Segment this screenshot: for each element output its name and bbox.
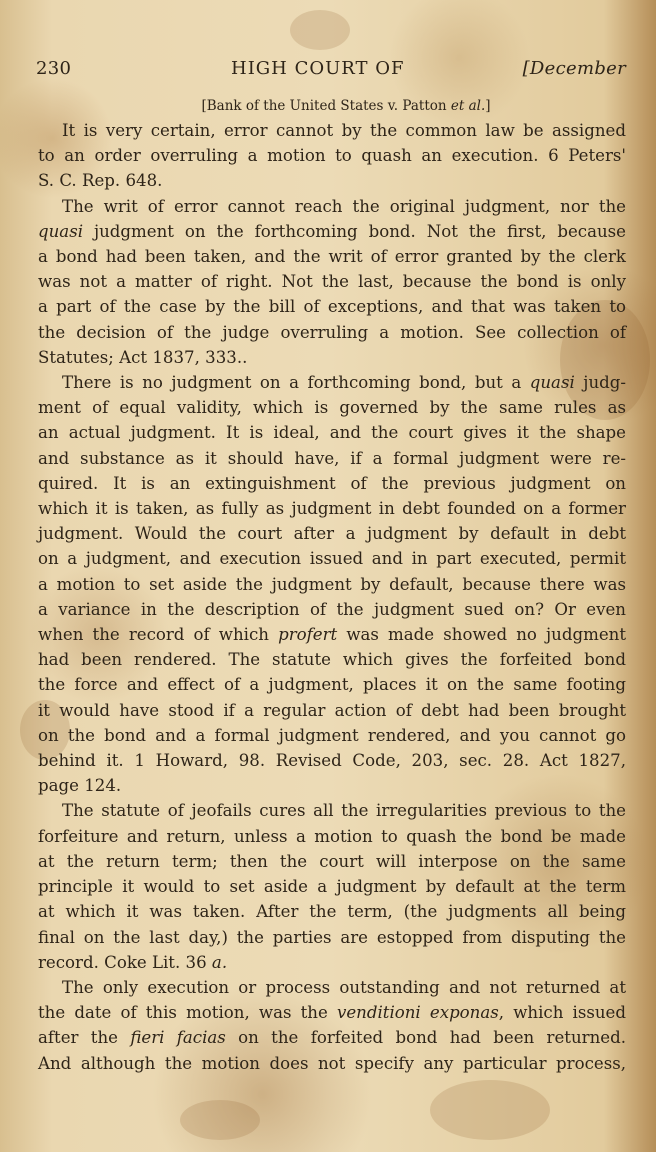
text-line: at the return term; then the court will interpose on the same <box>38 851 626 871</box>
text-line: a part of the case by the bill of exceptions, and that was taken to <box>38 297 626 317</box>
paragraph <box>38 975 626 1076</box>
text-line: the date of this motion, was the venditioni exponas, which issued <box>38 1003 626 1023</box>
text-line: after the fieri facias on the forfeited bond had been returned. <box>38 1028 626 1048</box>
text-line: principle it would to set aside a judgment by default at the term <box>38 877 626 897</box>
text-line: forfeiture and return, unless a motion to quash the bond be made <box>38 826 626 846</box>
body-text <box>26 118 626 1076</box>
text-line: Statutes; Act 1837, 333.. <box>38 347 248 367</box>
paragraph <box>38 798 626 974</box>
text-line: record. Coke Lit. 36 a. <box>38 952 228 972</box>
text-line: The statute of jeofails cures all the irregularities previous to the <box>62 801 626 821</box>
case-caption: [Bank of the United States v. Patton et al.] <box>201 98 491 114</box>
header-month: [December <box>522 58 626 79</box>
text-line: and substance as it should have, if a formal judgment were re- <box>38 448 626 468</box>
text-line: quasi judgment on the forthcoming bond. Not the first, because <box>38 221 626 241</box>
text-line: The only execution or process outstanding and not returned at <box>62 977 626 997</box>
text-line: And although the motion does not specify any particular process, <box>38 1053 626 1073</box>
text-line: S. C. Rep. 648. <box>38 171 163 191</box>
paragraph <box>38 194 626 370</box>
text-line: final on the last day,) the parties are estopped from disputing the <box>38 927 626 947</box>
text-line: which it is taken, as fully as judgment in debt founded on a former <box>38 499 626 519</box>
text-line: was not a matter of right. Not the last, because the bond is only <box>38 272 626 292</box>
text-line: when the record of which profert was made showed no judgment <box>38 625 626 645</box>
text-line: had been rendered. The statute which gives the forfeited bond <box>38 650 626 670</box>
book-page <box>26 46 626 1076</box>
text-line: The writ of error cannot reach the original judgment, nor the <box>62 196 626 216</box>
text-line: on a judgment, and execution issued and in part executed, permit <box>38 549 626 569</box>
text-line: at which it was taken. After the term, (the judgments all being <box>38 902 626 922</box>
running-header <box>26 46 626 79</box>
text-line: page 124. <box>38 776 122 796</box>
text-line: a motion to set aside the judgment by default, because there was <box>38 574 626 594</box>
text-line: it would have stood if a regular action of debt had been brought <box>38 700 626 720</box>
paragraph <box>38 370 626 798</box>
paragraph <box>38 118 626 194</box>
text-line: There is no judgment on a forthcoming bond, but a quasi judg- <box>62 373 626 393</box>
running-title: HIGH COURT OF <box>231 58 405 79</box>
page-number: 230 <box>36 58 72 79</box>
text-line: a variance in the description of the judgment sued on? Or even <box>38 599 626 619</box>
text-line: to an order overruling a motion to quash an execution. 6 Peters' <box>38 146 626 166</box>
text-line: the force and effect of a judgment, places it on the same footing <box>38 675 626 695</box>
text-line: judgment. Would the court after a judgment by default in debt <box>38 524 626 544</box>
text-line: quired. It is an extinguishment of the previous judgment on <box>38 473 626 493</box>
text-line: a bond had been taken, and the writ of error granted by the clerk <box>38 247 626 267</box>
text-line: an actual judgment. It is ideal, and the court gives it the shape <box>38 423 626 443</box>
text-line: behind it. 1 Howard, 98. Revised Code, 203, sec. 28. Act 1827, <box>38 751 626 771</box>
text-line: on the bond and a formal judgment rendered, and you cannot go <box>38 725 626 745</box>
text-line: ment of equal validity, which is governed by the same rules as <box>38 398 626 418</box>
text-line: the decision of the judge overruling a motion. See collection of <box>38 322 626 342</box>
text-line: It is very certain, error cannot by the common law be assigned <box>62 121 626 140</box>
